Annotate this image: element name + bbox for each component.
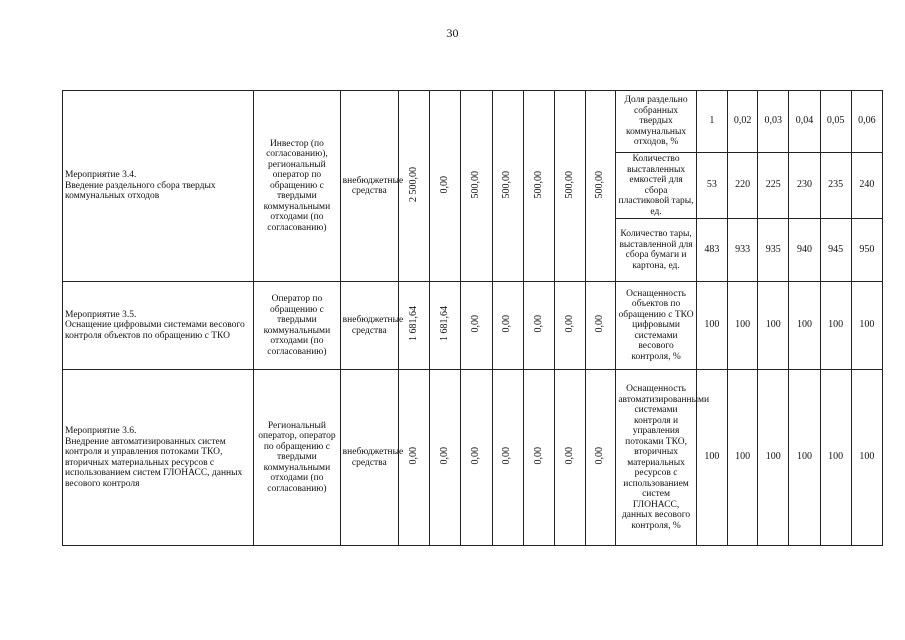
amount-cell: 2 500,00 xyxy=(399,91,430,282)
amount-cell: 500,00 xyxy=(554,91,585,282)
executor-cell: Оператор по обращению с твердыми коммунальными отходами (по согласованию) xyxy=(254,282,341,370)
executor-cell: Региональный оператор, оператор по обращению с твердыми коммунальными отходами (по согласованию) xyxy=(254,370,341,546)
indicator-value: 240 xyxy=(851,153,882,219)
indicator-value: 100 xyxy=(789,370,820,546)
measure-description: Внедрение автоматизированных систем контроля и управления потоками ТКО, вторичных материальных ресурсов с использованием систем ГЛОНАСС, данных весового контроля xyxy=(65,436,243,489)
indicator-value: 100 xyxy=(758,370,789,546)
indicator-value: 53 xyxy=(696,153,727,219)
amount-cell: 0,00 xyxy=(430,91,461,282)
indicator-name: Количество выставленных емкостей для сбора пластиковой тары, ед. xyxy=(616,153,696,219)
amount-cell: 500,00 xyxy=(461,91,492,282)
amount-cell: 500,00 xyxy=(523,91,554,282)
measures-table xyxy=(62,90,883,546)
indicator-value: 230 xyxy=(789,153,820,219)
indicator-value: 100 xyxy=(851,370,882,546)
indicator-value: 940 xyxy=(789,219,820,282)
page-number: 30 xyxy=(446,26,459,40)
indicator-value: 235 xyxy=(820,153,851,219)
executor-cell: Инвестор (по согласованию), региональный оператор по обращению с твердыми коммунальными отходами (по согласованию) xyxy=(254,91,341,282)
indicator-name: Количество тары, выставленной для сбора бумаги и картона, ед. xyxy=(616,219,696,282)
indicator-value: 933 xyxy=(727,219,757,282)
measure-description: Оснащение цифровыми системами весового контроля объектов по обращению с ТКО xyxy=(65,320,245,341)
amount-cell: 0,00 xyxy=(461,282,492,370)
table-row xyxy=(63,282,883,370)
indicator-value: 100 xyxy=(727,282,757,370)
source-cell: внебюджетные средства xyxy=(340,370,398,546)
indicator-value: 483 xyxy=(696,219,727,282)
indicator-value: 0,02 xyxy=(727,91,757,153)
indicator-value: 220 xyxy=(727,153,757,219)
measure-title: Мероприятие 3.5. xyxy=(65,309,137,320)
indicator-value: 100 xyxy=(820,370,851,546)
amount-cell: 0,00 xyxy=(492,282,523,370)
amount-cell: 0,00 xyxy=(586,370,616,546)
indicator-value: 0,03 xyxy=(758,91,789,153)
indicator-value: 945 xyxy=(820,219,851,282)
amount-cell: 0,00 xyxy=(492,370,523,546)
indicator-value: 0,04 xyxy=(789,91,820,153)
source-cell: внебюджетные средства xyxy=(340,91,398,282)
amount-cell: 0,00 xyxy=(399,370,430,546)
measure-cell xyxy=(63,91,254,282)
indicator-name: Оснащенность автоматизированными системами контроля и управления потоками ТКО, вторичных материальных ресурсов с использованием систем ГЛОНАСС, данных весового контроля, % xyxy=(616,370,696,546)
measure-title: Мероприятие 3.4. xyxy=(65,170,137,181)
indicator-value: 935 xyxy=(758,219,789,282)
amount-cell: 0,00 xyxy=(523,370,554,546)
measure-cell xyxy=(63,282,254,370)
indicator-name: Оснащенность объектов по обращению с ТКО цифровыми системами весового контроля, % xyxy=(616,282,696,370)
indicator-name: Доля раздельно собранных твердых коммунальных отходов, % xyxy=(616,91,696,153)
amount-cell: 0,00 xyxy=(430,370,461,546)
indicator-value: 100 xyxy=(820,282,851,370)
measure-cell xyxy=(63,370,254,546)
measure-title: Мероприятие 3.6. xyxy=(65,426,137,436)
table-body xyxy=(63,91,883,546)
amount-cell: 0,00 xyxy=(554,282,585,370)
amount-cell: 0,00 xyxy=(523,282,554,370)
table-row xyxy=(63,370,883,546)
measure-description: Введение раздельного сбора твердых коммунальных отходов xyxy=(65,180,216,202)
indicator-value: 100 xyxy=(851,282,882,370)
amount-cell: 0,00 xyxy=(554,370,585,546)
amount-cell: 500,00 xyxy=(492,91,523,282)
amount-cell: 1 681,64 xyxy=(430,282,461,370)
indicator-value: 225 xyxy=(758,153,789,219)
indicator-value: 0,05 xyxy=(820,91,851,153)
amount-cell: 0,00 xyxy=(461,370,492,546)
indicator-value: 100 xyxy=(696,282,727,370)
indicator-value: 0,06 xyxy=(851,91,882,153)
indicator-value: 100 xyxy=(789,282,820,370)
indicator-value: 100 xyxy=(727,370,757,546)
amount-cell: 0,00 xyxy=(586,282,616,370)
source-cell: внебюджетные средства xyxy=(340,282,398,370)
amount-cell: 1 681,64 xyxy=(399,282,430,370)
amount-cell: 500,00 xyxy=(586,91,616,282)
indicator-value: 100 xyxy=(696,370,727,546)
indicator-value: 1 xyxy=(696,91,727,153)
indicator-value: 100 xyxy=(758,282,789,370)
table-row xyxy=(63,91,883,153)
indicator-value: 950 xyxy=(851,219,882,282)
